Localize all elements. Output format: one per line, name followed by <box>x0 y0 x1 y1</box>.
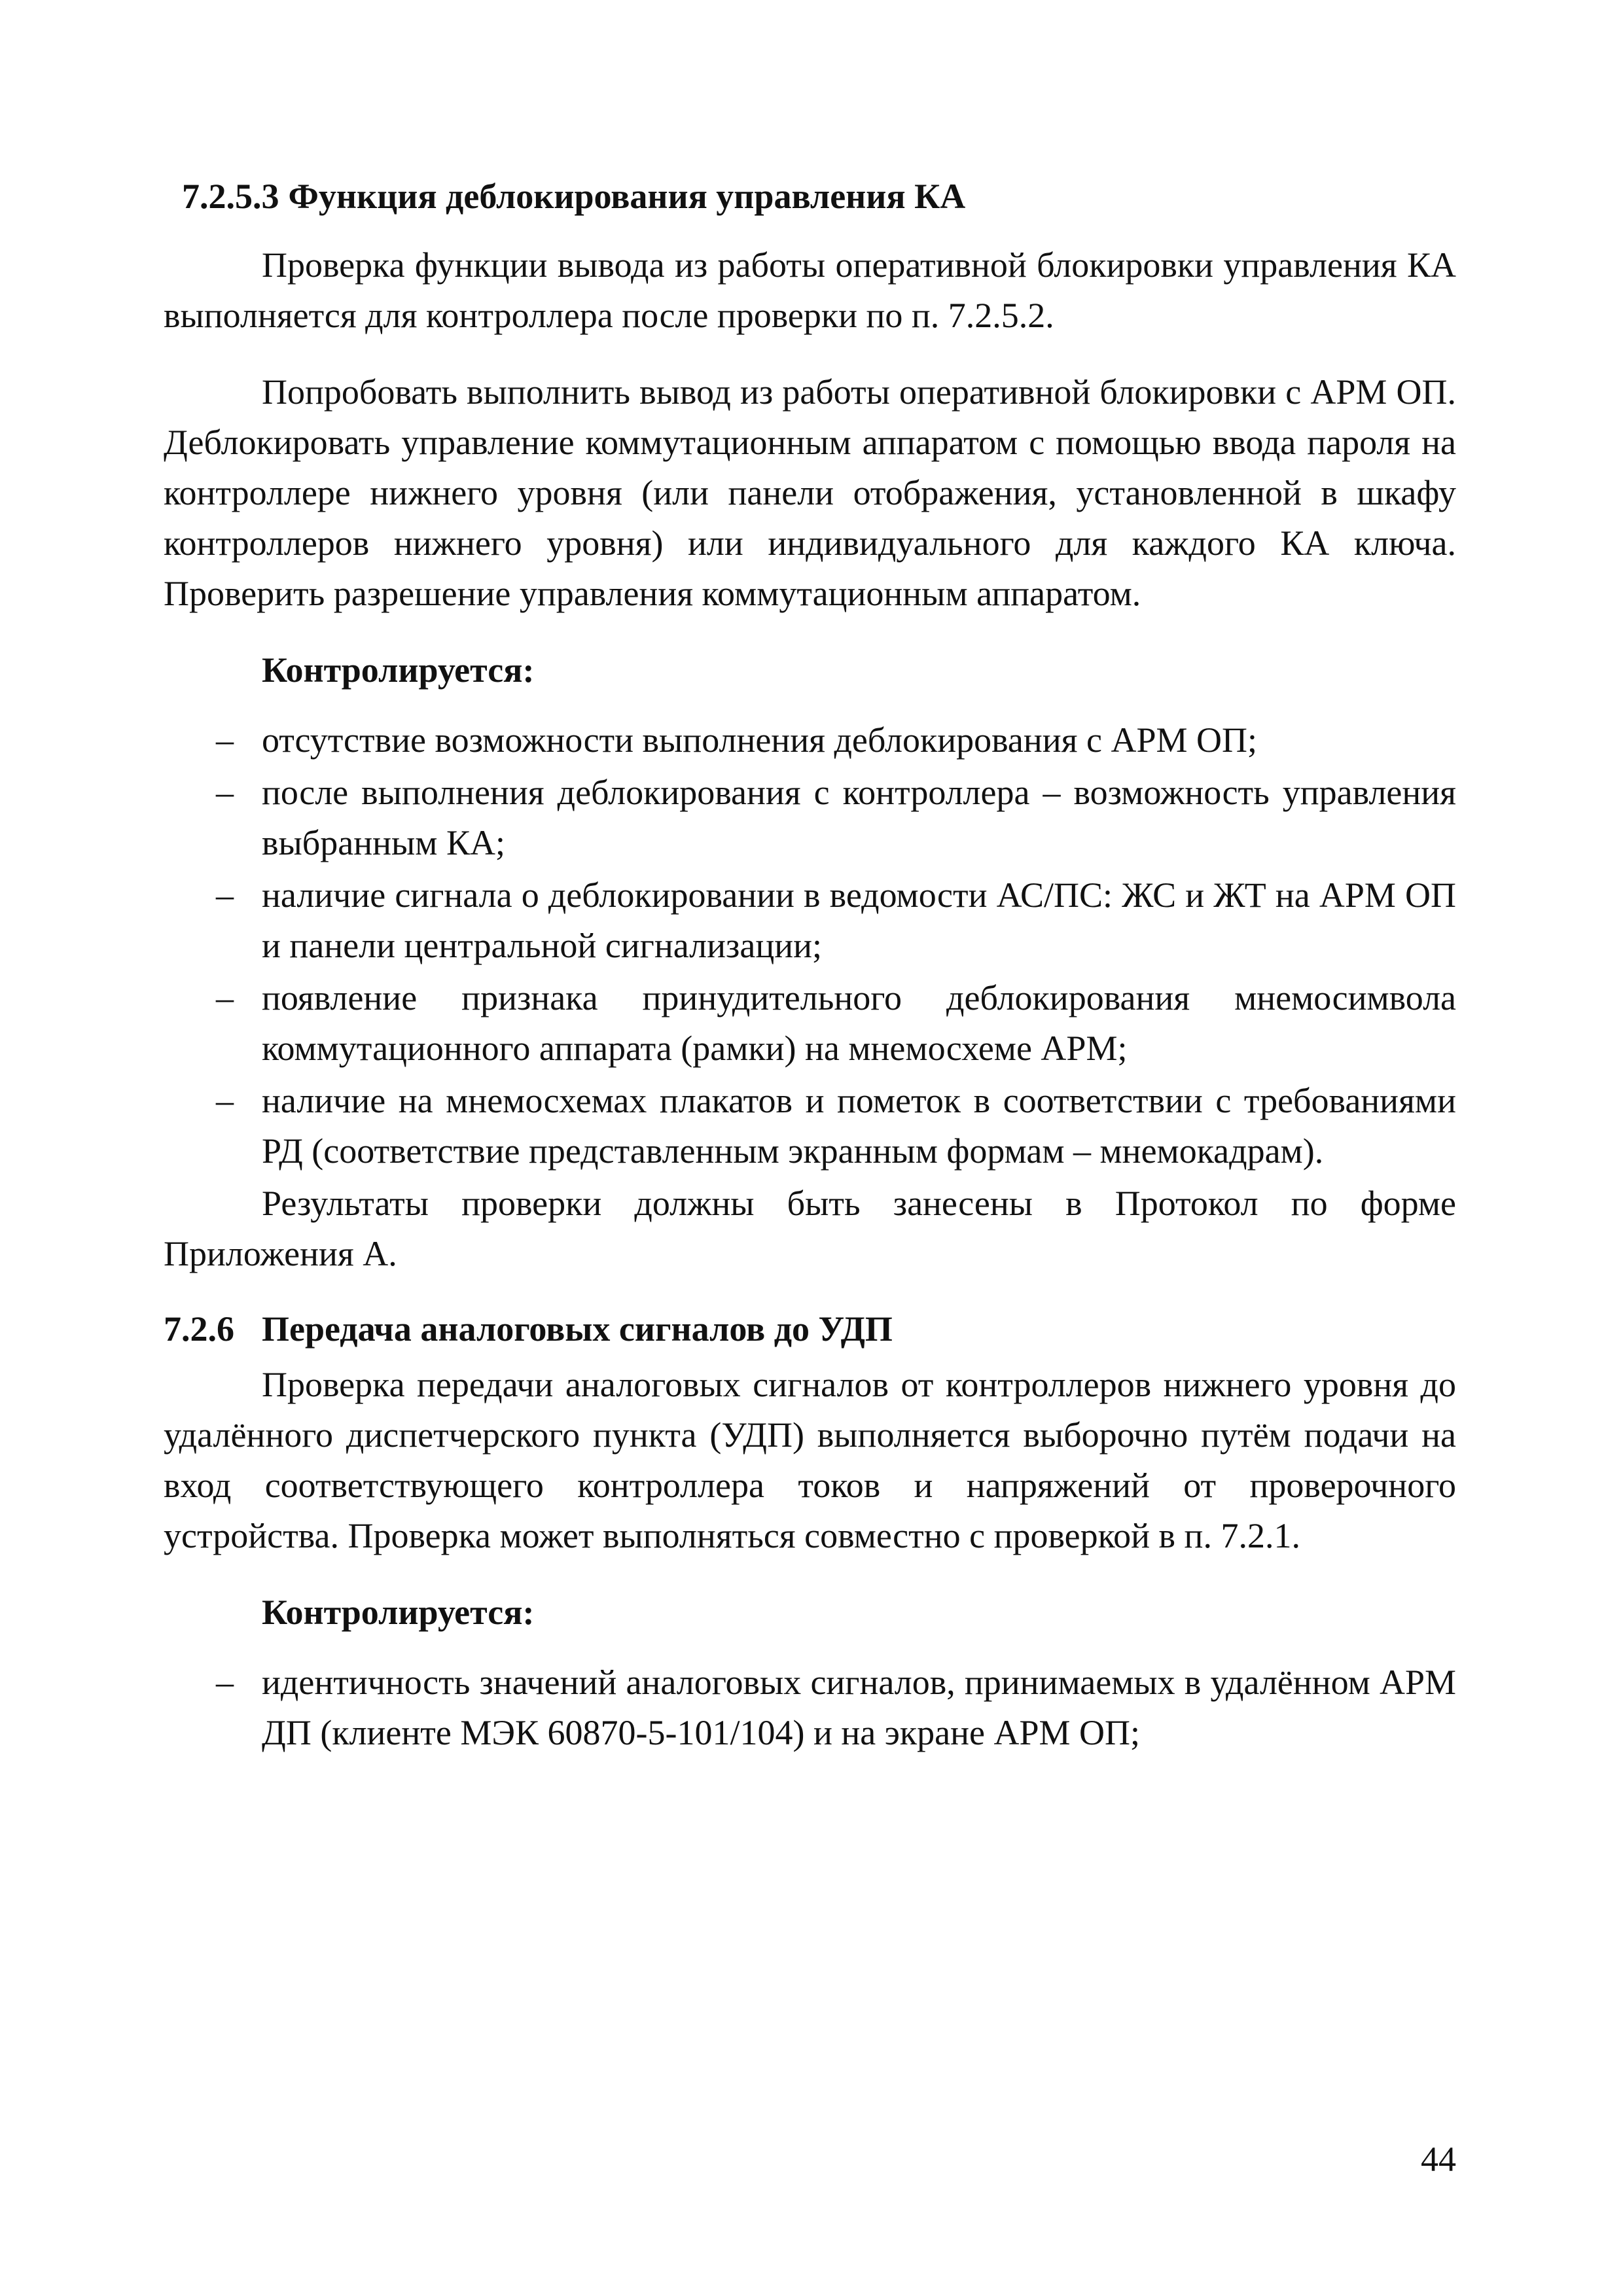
controlled-list <box>164 1657 1456 1758</box>
dash-marker: – <box>216 875 234 915</box>
list-item <box>164 768 1456 868</box>
list-item <box>164 870 1456 971</box>
list-item <box>164 715 1456 766</box>
list-item <box>164 1076 1456 1176</box>
section-heading-7-2-5-3 <box>182 171 1456 222</box>
controlled-heading: Контролируется: <box>262 650 535 690</box>
dash-marker: – <box>216 720 234 760</box>
paragraph: Попробовать выполнить вывод из работы оперативной блокировки с АРМ ОП. Деблокировать управление коммутационным аппаратом с помощью ввода пароля на контроллере нижнего уровня (или панели отображения, установленной в шкафу контроллеров нижнего уровня) или индивидуального для каждого КА ключа. Проверить разрешение управления коммутационным аппаратом. <box>164 372 1456 613</box>
controlled-heading: Контролируется: <box>262 1593 535 1632</box>
section-number: 7.2.5.3 <box>182 177 279 216</box>
section-heading-7-2-6 <box>164 1304 1456 1354</box>
results-paragraph: Результаты проверки должны быть занесены в Протокол по форме Приложения А. <box>164 1184 1456 1273</box>
dash-marker: – <box>216 1663 234 1702</box>
paragraph: Проверка функции вывода из работы оперативной блокировки управления КА выполняется для контроллера после проверки по п. 7.2.5.2. <box>164 245 1456 335</box>
list-item-text: идентичность значений аналоговых сигналов, принимаемых в удалённом АРМ ДП (клиенте МЭК 60870-5-101/104) и на экране АРМ ОП; <box>262 1663 1456 1752</box>
dash-marker: – <box>216 773 234 812</box>
list-item-text: появление признака принудительного деблокирования мнемосимвола коммутационного аппарата (рамки) на мнемосхеме АРМ; <box>262 978 1456 1068</box>
section-title: Функция деблокирования управления КА <box>288 177 966 216</box>
list-item <box>164 1657 1456 1758</box>
list-item-text: наличие сигнала о деблокировании в ведомости АС/ПС: ЖС и ЖТ на АРМ ОП и панели центральной сигнализации; <box>262 875 1456 965</box>
list-item-text: отсутствие возможности выполнения деблокирования с АРМ ОП; <box>262 720 1257 760</box>
list-item-text: после выполнения деблокирования с контроллера – возможность управления выбранным КА; <box>262 773 1456 862</box>
controlled-list <box>164 715 1456 1176</box>
dash-marker: – <box>216 978 234 1017</box>
document-page <box>164 171 1456 1760</box>
dash-marker: – <box>216 1081 234 1120</box>
paragraph: Проверка передачи аналоговых сигналов от контроллеров нижнего уровня до удалённого диспетчерского пункта (УДП) выполняется выборочно путём подачи на вход соответствующего контроллера токов и напряжений от проверочного устройства. Проверка может выполняться совместно с проверкой в п. 7.2.1. <box>164 1365 1456 1555</box>
section-number: 7.2.6 <box>164 1309 234 1349</box>
section-title: Передача аналоговых сигналов до УДП <box>262 1309 893 1349</box>
list-item <box>164 973 1456 1074</box>
page-number: 44 <box>1421 2140 1456 2179</box>
list-item-text: наличие на мнемосхемах плакатов и пометок в соответствии с требованиями РД (соответствие представленным экранным формам – мнемокадрам). <box>262 1081 1456 1171</box>
